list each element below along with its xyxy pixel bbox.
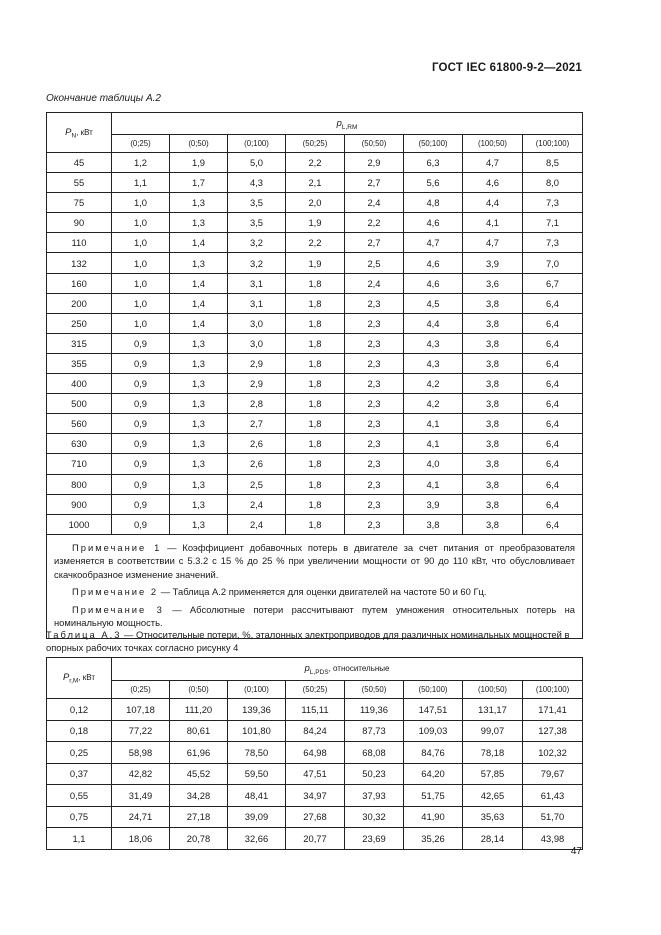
value-cell: 1,4: [170, 273, 228, 293]
value-cell: 111,20: [170, 699, 228, 721]
value-cell: 2,3: [345, 394, 404, 414]
value-cell: 39,09: [228, 806, 286, 828]
value-cell: 127,38: [523, 720, 583, 742]
value-cell: 1,4: [170, 313, 228, 333]
value-cell: 171,41: [523, 699, 583, 721]
value-cell: 3,2: [228, 233, 286, 253]
value-cell: 3,8: [463, 394, 523, 414]
table-a2-group-header: $p_{L,RM}$: [112, 113, 583, 135]
value-cell: 1,8: [286, 374, 345, 394]
value-cell: 1,1: [112, 173, 170, 193]
value-cell: 42,82: [112, 763, 170, 785]
value-cell: 47,51: [286, 763, 345, 785]
value-cell: 7,0: [523, 253, 583, 273]
value-cell: 77,22: [112, 720, 170, 742]
value-cell: 24,71: [112, 806, 170, 828]
value-cell: 3,8: [463, 514, 523, 534]
value-cell: 3,8: [463, 353, 523, 373]
value-cell: 1,9: [170, 153, 228, 173]
table-row: [47, 233, 583, 253]
value-cell: 1,8: [286, 454, 345, 474]
value-cell: 78,50: [228, 742, 286, 764]
value-cell: 2,7: [345, 233, 404, 253]
value-cell: 8,0: [523, 173, 583, 193]
value-cell: 131,17: [463, 699, 523, 721]
value-cell: 6,7: [523, 273, 583, 293]
value-cell: 2,3: [345, 414, 404, 434]
value-cell: 18,06: [112, 828, 170, 850]
value-cell: 2,5: [228, 474, 286, 494]
table-row: [47, 253, 583, 273]
table-row: [47, 273, 583, 293]
value-cell: 51,75: [404, 785, 463, 807]
value-cell: 1,0: [112, 233, 170, 253]
value-cell: 1,3: [170, 394, 228, 414]
value-cell: 45,52: [170, 763, 228, 785]
value-cell: 2,3: [345, 434, 404, 454]
power-cell: 400: [47, 374, 112, 394]
value-cell: 4,6: [404, 213, 463, 233]
value-cell: 101,80: [228, 720, 286, 742]
value-cell: 2,5: [345, 253, 404, 273]
power-cell: 0,18: [47, 720, 112, 742]
value-cell: 1,0: [112, 213, 170, 233]
note-1: Примечание 1 — Коэффициент добавочных потерь в двигателе за счет питания от преобразователя изменяется в соответствии с 5.3.2 с 15 % до 25 % при увеличении мощности от 90 до 110 кВт, что обусловливает скачкообразное изменение значений.: [54, 541, 575, 580]
table-row: [47, 293, 583, 313]
table-row: [47, 213, 583, 233]
value-cell: 0,9: [112, 333, 170, 353]
power-cell: 45: [47, 153, 112, 173]
table-row: [47, 193, 583, 213]
note-2: Примечание 2 — Таблица А.2 применяется для оценки двигателей на частоте 50 и 60 Гц.: [72, 586, 487, 598]
value-cell: 61,43: [523, 785, 583, 807]
value-cell: 3,5: [228, 213, 286, 233]
value-cell: 1,0: [112, 253, 170, 273]
value-cell: 3,8: [463, 494, 523, 514]
value-cell: 59,50: [228, 763, 286, 785]
value-cell: 8,5: [523, 153, 583, 173]
value-cell: 0,9: [112, 514, 170, 534]
power-cell: 110: [47, 233, 112, 253]
value-cell: 2,0: [286, 193, 345, 213]
table-row: [47, 454, 583, 474]
value-cell: 57,85: [463, 763, 523, 785]
value-cell: 1,3: [170, 193, 228, 213]
value-cell: 1,8: [286, 394, 345, 414]
value-cell: 2,3: [345, 494, 404, 514]
value-cell: 28,14: [463, 828, 523, 850]
value-cell: 1,3: [170, 414, 228, 434]
table-a2-notes: [47, 534, 583, 638]
value-cell: 1,3: [170, 514, 228, 534]
note-3: Примечание 3 — Абсолютные потери рассчитывают путем умножения относительных потерь на номинальную мощность.: [54, 603, 575, 629]
value-cell: 1,0: [112, 313, 170, 333]
value-cell: 34,28: [170, 785, 228, 807]
power-cell: 55: [47, 173, 112, 193]
value-cell: 1,4: [170, 233, 228, 253]
value-cell: 6,4: [523, 394, 583, 414]
value-cell: 1,8: [286, 474, 345, 494]
value-cell: 6,4: [523, 494, 583, 514]
value-cell: 3,0: [228, 333, 286, 353]
power-cell: 560: [47, 414, 112, 434]
power-cell: 200: [47, 293, 112, 313]
value-cell: 3,9: [404, 494, 463, 514]
value-cell: 1,3: [170, 213, 228, 233]
table-row: [47, 313, 583, 333]
table-row: [47, 494, 583, 514]
column-header: (0;100): [228, 681, 286, 699]
value-cell: 1,8: [286, 273, 345, 293]
value-cell: 2,2: [286, 233, 345, 253]
value-cell: 1,8: [286, 414, 345, 434]
value-cell: 4,4: [463, 193, 523, 213]
value-cell: 3,8: [463, 293, 523, 313]
column-header: (50;25): [286, 135, 345, 153]
value-cell: 2,3: [345, 333, 404, 353]
table-row: [47, 173, 583, 193]
value-cell: 4,0: [404, 454, 463, 474]
column-header: (100;100): [523, 135, 583, 153]
value-cell: 2,6: [228, 454, 286, 474]
value-cell: 4,4: [404, 313, 463, 333]
value-cell: 2,6: [228, 434, 286, 454]
value-cell: 107,18: [112, 699, 170, 721]
value-cell: 2,3: [345, 374, 404, 394]
value-cell: 4,1: [404, 434, 463, 454]
value-cell: 0,9: [112, 474, 170, 494]
table-row: [47, 720, 583, 742]
value-cell: 139,36: [228, 699, 286, 721]
value-cell: 1,8: [286, 313, 345, 333]
table-a3-group-header: $p_{L,PDS}$, относительные: [112, 658, 583, 681]
value-cell: 0,9: [112, 454, 170, 474]
value-cell: 35,26: [404, 828, 463, 850]
value-cell: 1,7: [170, 173, 228, 193]
value-cell: 2,7: [228, 414, 286, 434]
value-cell: 0,9: [112, 394, 170, 414]
value-cell: 6,4: [523, 293, 583, 313]
value-cell: 27,68: [286, 806, 345, 828]
column-header: (50;50): [345, 681, 404, 699]
value-cell: 3,6: [463, 273, 523, 293]
value-cell: 1,8: [286, 353, 345, 373]
table-row: [47, 414, 583, 434]
value-cell: 80,61: [170, 720, 228, 742]
value-cell: 4,1: [404, 474, 463, 494]
value-cell: 68,08: [345, 742, 404, 764]
value-cell: 6,3: [404, 153, 463, 173]
power-cell: 1,1: [47, 828, 112, 850]
value-cell: 78,18: [463, 742, 523, 764]
table-row: [47, 374, 583, 394]
value-cell: 0,9: [112, 353, 170, 373]
power-cell: 355: [47, 353, 112, 373]
value-cell: 5,0: [228, 153, 286, 173]
column-header: (50;100): [404, 681, 463, 699]
value-cell: 147,51: [404, 699, 463, 721]
value-cell: 1,3: [170, 353, 228, 373]
value-cell: 6,4: [523, 454, 583, 474]
column-header: (0;100): [228, 135, 286, 153]
value-cell: 0,9: [112, 374, 170, 394]
value-cell: 99,07: [463, 720, 523, 742]
power-cell: 160: [47, 273, 112, 293]
table-row: [47, 806, 583, 828]
value-cell: 3,8: [463, 434, 523, 454]
value-cell: 1,2: [112, 153, 170, 173]
value-cell: 2,4: [228, 494, 286, 514]
value-cell: 32,66: [228, 828, 286, 850]
value-cell: 2,3: [345, 313, 404, 333]
value-cell: 0,9: [112, 434, 170, 454]
column-header: (100;50): [463, 681, 523, 699]
value-cell: 3,8: [463, 454, 523, 474]
value-cell: 4,3: [404, 353, 463, 373]
value-cell: 4,8: [404, 193, 463, 213]
value-cell: 4,3: [404, 333, 463, 353]
value-cell: 1,8: [286, 333, 345, 353]
value-cell: 7,3: [523, 233, 583, 253]
value-cell: 51,70: [523, 806, 583, 828]
value-cell: 84,76: [404, 742, 463, 764]
power-cell: 1000: [47, 514, 112, 534]
value-cell: 1,8: [286, 293, 345, 313]
power-cell: 710: [47, 454, 112, 474]
value-cell: 1,3: [170, 434, 228, 454]
value-cell: 4,7: [463, 233, 523, 253]
column-header: (100;100): [523, 681, 583, 699]
value-cell: 0,9: [112, 414, 170, 434]
power-cell: 0,12: [47, 699, 112, 721]
column-header: (50;50): [345, 135, 404, 153]
value-cell: 1,3: [170, 333, 228, 353]
value-cell: 4,6: [404, 253, 463, 273]
value-cell: 4,1: [463, 213, 523, 233]
value-cell: 1,3: [170, 474, 228, 494]
value-cell: 3,0: [228, 313, 286, 333]
value-cell: 1,8: [286, 434, 345, 454]
power-cell: 315: [47, 333, 112, 353]
table-a2-power-header: $P_N$, кВт: [47, 113, 112, 153]
table-row: [47, 763, 583, 785]
column-header: (50;100): [404, 135, 463, 153]
value-cell: 4,2: [404, 394, 463, 414]
power-cell: 500: [47, 394, 112, 414]
power-cell: 0,75: [47, 806, 112, 828]
value-cell: 5,6: [404, 173, 463, 193]
table-row: [47, 699, 583, 721]
value-cell: 2,3: [345, 474, 404, 494]
value-cell: 4,7: [404, 233, 463, 253]
value-cell: 6,4: [523, 514, 583, 534]
column-header: (50;25): [286, 681, 345, 699]
value-cell: 20,77: [286, 828, 345, 850]
value-cell: 2,3: [345, 353, 404, 373]
value-cell: 2,2: [286, 153, 345, 173]
value-cell: 42,65: [463, 785, 523, 807]
value-cell: 7,1: [523, 213, 583, 233]
value-cell: 2,7: [345, 173, 404, 193]
value-cell: 1,8: [286, 494, 345, 514]
value-cell: 1,0: [112, 273, 170, 293]
value-cell: 4,6: [404, 273, 463, 293]
power-cell: 0,25: [47, 742, 112, 764]
value-cell: 7,3: [523, 193, 583, 213]
column-header: (100;50): [463, 135, 523, 153]
table-a2-caption: Окончание таблицы А.2: [46, 93, 161, 104]
power-cell: 630: [47, 434, 112, 454]
value-cell: 1,3: [170, 374, 228, 394]
value-cell: 2,3: [345, 454, 404, 474]
value-cell: 3,1: [228, 273, 286, 293]
value-cell: 1,3: [170, 494, 228, 514]
value-cell: 6,4: [523, 414, 583, 434]
value-cell: 3,8: [404, 514, 463, 534]
table-row: [47, 394, 583, 414]
power-cell: 90: [47, 213, 112, 233]
column-header: (0;50): [170, 135, 228, 153]
value-cell: 84,24: [286, 720, 345, 742]
table-a3-caption: Таблица А.3 — Относительные потери, %, эталонных электроприводов для различных номинальных мощностей в опорных рабочих точках согласно рисунку 4: [46, 629, 570, 653]
value-cell: 102,32: [523, 742, 583, 764]
value-cell: 6,4: [523, 353, 583, 373]
table-row: [47, 153, 583, 173]
table-row: [47, 514, 583, 534]
value-cell: 1,3: [170, 454, 228, 474]
value-cell: 23,69: [345, 828, 404, 850]
value-cell: 34,97: [286, 785, 345, 807]
power-cell: 250: [47, 313, 112, 333]
page-number: 47: [570, 846, 582, 857]
value-cell: 27,18: [170, 806, 228, 828]
value-cell: 6,4: [523, 374, 583, 394]
value-cell: 6,4: [523, 434, 583, 454]
value-cell: 2,4: [345, 273, 404, 293]
value-cell: 115,11: [286, 699, 345, 721]
table-a3-power-header: $P_{r,M}$, кВт: [47, 658, 112, 699]
value-cell: 4,3: [228, 173, 286, 193]
power-cell: 75: [47, 193, 112, 213]
value-cell: 2,3: [345, 514, 404, 534]
value-cell: 61,96: [170, 742, 228, 764]
value-cell: 2,3: [345, 293, 404, 313]
table-row: [47, 434, 583, 454]
table-row: [47, 785, 583, 807]
table-a2: [46, 112, 583, 639]
column-header: (0;50): [170, 681, 228, 699]
value-cell: 35,63: [463, 806, 523, 828]
value-cell: 1,0: [112, 293, 170, 313]
value-cell: 4,5: [404, 293, 463, 313]
value-cell: 43,98: [523, 828, 583, 850]
value-cell: 1,9: [286, 253, 345, 273]
value-cell: 3,5: [228, 193, 286, 213]
value-cell: 6,4: [523, 474, 583, 494]
power-cell: 132: [47, 253, 112, 273]
value-cell: 3,8: [463, 374, 523, 394]
value-cell: 4,6: [463, 173, 523, 193]
value-cell: 119,36: [345, 699, 404, 721]
value-cell: 87,73: [345, 720, 404, 742]
value-cell: 2,8: [228, 394, 286, 414]
value-cell: 3,8: [463, 333, 523, 353]
value-cell: 6,4: [523, 333, 583, 353]
power-cell: 0,37: [47, 763, 112, 785]
value-cell: 30,32: [345, 806, 404, 828]
power-cell: 800: [47, 474, 112, 494]
value-cell: 79,67: [523, 763, 583, 785]
value-cell: 4,1: [404, 414, 463, 434]
value-cell: 1,9: [286, 213, 345, 233]
value-cell: 37,93: [345, 785, 404, 807]
column-header: (0;25): [112, 681, 170, 699]
value-cell: 2,2: [345, 213, 404, 233]
value-cell: 4,2: [404, 374, 463, 394]
value-cell: 2,9: [228, 353, 286, 373]
value-cell: 4,7: [463, 153, 523, 173]
value-cell: 1,3: [170, 253, 228, 273]
value-cell: 31,49: [112, 785, 170, 807]
value-cell: 50,23: [345, 763, 404, 785]
value-cell: 3,2: [228, 253, 286, 273]
power-cell: 900: [47, 494, 112, 514]
table-row: [47, 474, 583, 494]
table-row: [47, 333, 583, 353]
value-cell: 109,03: [404, 720, 463, 742]
table-row: [47, 828, 583, 850]
value-cell: 3,1: [228, 293, 286, 313]
value-cell: 64,20: [404, 763, 463, 785]
value-cell: 2,4: [228, 514, 286, 534]
value-cell: 2,1: [286, 173, 345, 193]
value-cell: 3,8: [463, 474, 523, 494]
value-cell: 3,9: [463, 253, 523, 273]
value-cell: 0,9: [112, 494, 170, 514]
column-header: (0;25): [112, 135, 170, 153]
value-cell: 58,98: [112, 742, 170, 764]
standard-designation: ГОСТ IEC 61800-9-2—2021: [431, 62, 582, 74]
value-cell: 1,8: [286, 514, 345, 534]
table-row: [47, 353, 583, 373]
value-cell: 20,78: [170, 828, 228, 850]
value-cell: 6,4: [523, 313, 583, 333]
value-cell: 64,98: [286, 742, 345, 764]
value-cell: 1,4: [170, 293, 228, 313]
value-cell: 2,4: [345, 193, 404, 213]
value-cell: 3,8: [463, 313, 523, 333]
table-a3: [46, 657, 583, 850]
value-cell: 41,90: [404, 806, 463, 828]
value-cell: 1,0: [112, 193, 170, 213]
power-cell: 0,55: [47, 785, 112, 807]
value-cell: 2,9: [345, 153, 404, 173]
table-row: [47, 742, 583, 764]
value-cell: 48,41: [228, 785, 286, 807]
value-cell: 3,8: [463, 414, 523, 434]
value-cell: 2,9: [228, 374, 286, 394]
